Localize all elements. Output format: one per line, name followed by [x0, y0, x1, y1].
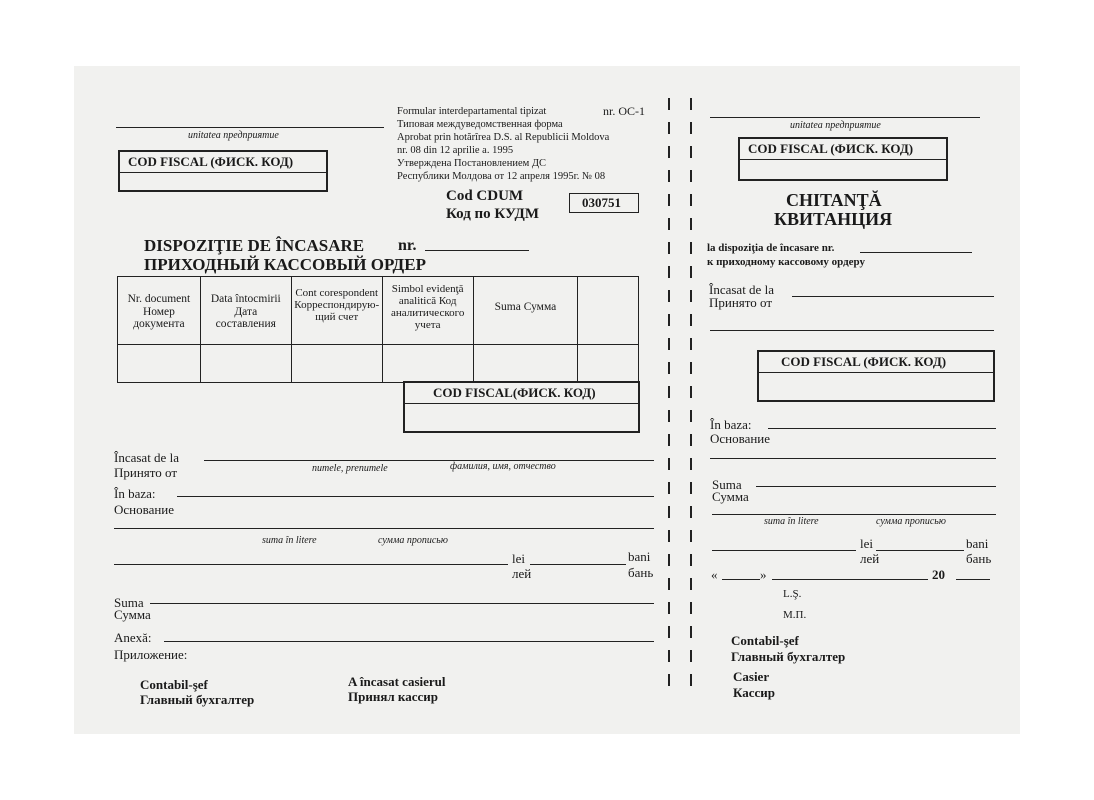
cell-extra[interactable] — [578, 345, 639, 383]
chief-accountant-label-ro: Contabil-şef — [140, 677, 208, 692]
cashier-label-ro: A încasat casierul — [348, 674, 446, 689]
receipt-received-from-field[interactable] — [792, 296, 994, 297]
cell-account[interactable] — [291, 345, 382, 383]
document-title-ru: ПРИХОДНЫЙ КАССОВЫЙ ОРДЕР — [144, 255, 426, 274]
receipt-month-field[interactable] — [772, 579, 928, 580]
stamp-label-ru: М.П. — [783, 609, 807, 621]
receipt-date-quote-close: » — [760, 567, 767, 582]
receipt-fiscal-code-box[interactable] — [738, 137, 948, 181]
document-number-field[interactable] — [425, 250, 529, 251]
received-from-field[interactable] — [204, 460, 654, 461]
basis-field[interactable] — [177, 496, 654, 497]
basis-field-2[interactable] — [114, 528, 654, 529]
receipt-received-from-ro: Încasat de la — [709, 282, 774, 297]
col-header-account: Cont corespondent Корреспондирую-щий счет — [291, 277, 382, 345]
bani-label-ro: bani — [628, 549, 651, 564]
header-line: Formular interdepartamental tipizat — [397, 106, 547, 117]
receipt-basis-ru: Основание — [710, 431, 771, 446]
lei-label-ru: лей — [512, 566, 532, 581]
name-caption-ro: numele, prenumele — [312, 463, 388, 474]
header-line: Типовая междуведомственная форма — [397, 119, 563, 130]
cell-analytic-code[interactable] — [382, 345, 473, 383]
received-from-label-ro: Încasat de la — [114, 450, 179, 465]
receipt-bani-label-ro: bani — [966, 536, 989, 551]
receipt-bani-label-ru: бань — [966, 551, 992, 566]
sum-label-ro: Suma — [114, 595, 144, 610]
col-header-sum: Suma Сумма — [473, 277, 578, 345]
receipt-basis-field[interactable] — [768, 428, 996, 429]
cashier-label-ru: Принял кассир — [348, 689, 438, 704]
fiscal-code-box[interactable] — [118, 150, 328, 192]
receipt-sum-ro: Suma — [712, 477, 742, 492]
unit-line — [116, 127, 384, 128]
basis-label-ru: Основание — [114, 502, 175, 517]
cell-sum[interactable] — [473, 345, 578, 383]
receipt-amount-words-caption-ru: сумма прописью — [876, 516, 946, 527]
receipt-lei-label-ro: lei — [860, 536, 873, 551]
col-header-date: Data întocmirii Дата составления — [200, 277, 291, 345]
receipt-year-field[interactable] — [956, 579, 990, 580]
cdum-label-ru: Код по КУДМ — [446, 206, 539, 222]
receipt-received-from-field-2[interactable] — [710, 330, 994, 331]
receipt-order-ref-ro: la dispoziţia de încasare nr. — [707, 242, 835, 254]
receipt-unit-caption: unitatea предприятие — [790, 120, 881, 131]
receipt-lei-label-ru: лей — [860, 551, 880, 566]
sum-label-ru: Сумма — [114, 607, 151, 622]
cdum-label-ro: Cod CDUM — [446, 188, 524, 204]
annex-label-ru: Приложение: — [114, 647, 188, 662]
receipt-order-ref-ru: к приходному кассовому ордеру — [707, 256, 866, 268]
document-number-label: nr. — [398, 237, 417, 254]
amount-words-caption-ro: suma în litere — [262, 535, 317, 546]
receipt-unit-line — [710, 117, 980, 118]
receipt-title-ro: CHITANŢĂ — [786, 190, 882, 210]
fiscal-code-box-2[interactable] — [403, 381, 640, 433]
header-line: Aprobat prin hotărîrea D.S. al Republicii Moldova — [397, 132, 610, 143]
name-caption-ru: фамилия, имя, отчество — [450, 461, 556, 472]
stamp-label-ro: L.Ş. — [783, 588, 802, 600]
header-line: Утверждена Постановлением ДС — [397, 158, 547, 169]
annex-label-ro: Anexă: — [114, 630, 152, 645]
header-line: Республики Молдова от 12 апреля 1995г. № 08 — [397, 171, 606, 182]
receipt-lei-field[interactable] — [712, 550, 856, 551]
receipt-bani-field[interactable] — [876, 550, 964, 551]
receipt-basis-field-2[interactable] — [710, 458, 996, 459]
receipt-sum-ru: Сумма — [712, 489, 749, 504]
annex-field[interactable] — [164, 641, 654, 642]
bani-label-ru: бань — [628, 565, 654, 580]
receipt-year-prefix: 20 — [932, 567, 945, 582]
receipt-date-quote-open: « — [711, 567, 718, 582]
fiscal-code-label-2: COD FISCAL(ФИСК. КОД) — [405, 383, 638, 404]
receipt-order-number-field[interactable] — [860, 252, 972, 253]
bani-field[interactable] — [530, 564, 626, 565]
form-number: nr. OC-1 — [603, 104, 645, 118]
receipt-cashier-ru: Кассир — [733, 685, 776, 700]
sum-field[interactable] — [150, 603, 654, 604]
receipt-cashier-ro: Casier — [733, 669, 770, 684]
form-header-info — [397, 105, 609, 183]
col-header-extra — [578, 277, 639, 345]
receipt-chief-accountant-ro: Contabil-şef — [731, 633, 799, 648]
header-line: nr. 08 din 12 aprilie a. 1995 — [397, 145, 514, 156]
cell-date[interactable] — [200, 345, 291, 383]
cell-doc-number[interactable] — [118, 345, 201, 383]
receipt-sum-field-2[interactable] — [712, 514, 996, 515]
receipt-chief-accountant-ru: Главный бухгалтер — [731, 649, 846, 664]
col-header-doc-number: Nr. document Номер документа — [118, 277, 201, 345]
receipt-title-ru: КВИТАНЦИЯ — [774, 209, 893, 229]
receipt-amount-words-caption-ro: suma în litere — [764, 516, 819, 527]
fiscal-code-label: COD FISCAL (ФИСК. КОД) — [120, 152, 326, 173]
document-title-ro: DISPOZIŢIE DE ÎNCASARE — [144, 236, 365, 255]
receipt-basis-ro: În baza: — [710, 417, 752, 432]
receipt-fiscal-code-label: COD FISCAL (ФИСК. КОД) — [740, 139, 946, 160]
chief-accountant-label-ru: Главный бухгалтер — [140, 692, 255, 707]
basis-label-ro: În baza: — [114, 486, 156, 501]
col-header-analytic-code: Simbol evidenţă analitică Код аналитического учета — [382, 277, 473, 345]
amount-words-field[interactable] — [114, 564, 508, 565]
lei-label-ro: lei — [512, 551, 525, 566]
receipt-fiscal-code-box-2[interactable] — [757, 350, 995, 402]
receipt-fiscal-code-label-2: COD FISCAL (ФИСК. КОД) — [759, 352, 993, 373]
receipt-sum-field[interactable] — [756, 486, 996, 487]
received-from-label-ru: Принято от — [114, 465, 178, 480]
cdum-code-value: 030751 — [582, 195, 621, 210]
amount-words-caption-ru: сумма прописью — [378, 535, 448, 546]
order-details-table — [117, 276, 639, 383]
unit-caption: unitatea предприятие — [188, 130, 279, 141]
receipt-received-from-ru: Принято от — [709, 295, 773, 310]
cdum-code-box — [569, 193, 639, 213]
receipt-day-field[interactable] — [722, 579, 760, 580]
